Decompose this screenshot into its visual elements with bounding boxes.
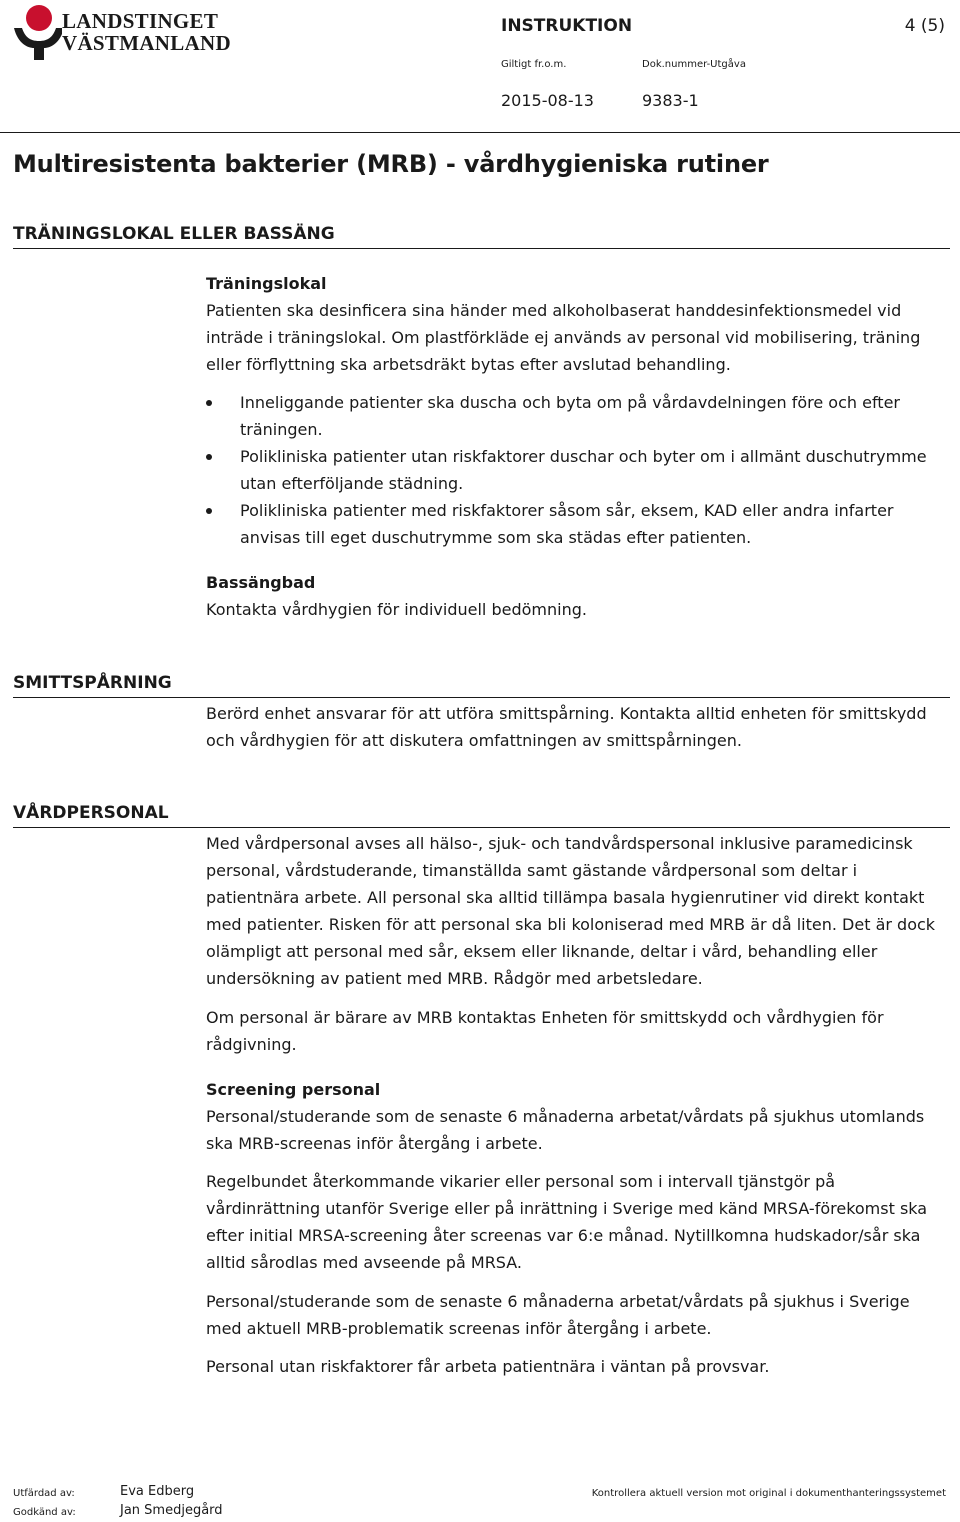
subheading-pool: Bassängbad — [206, 573, 316, 592]
section-divider — [13, 827, 950, 828]
list-item — [206, 389, 946, 443]
subheading-screening: Screening personal — [206, 1080, 381, 1099]
logo-line1: LANDSTINGET — [62, 9, 219, 33]
staff-paragraph-3: Personal/studerande som de senaste 6 månaderna arbetat/vårdats på sjukhus utomlands ska MRB-screenas inför återgång i arbete. — [206, 1107, 925, 1153]
list-item — [206, 443, 946, 497]
bullet-icon — [206, 508, 212, 514]
document-title: Multiresistenta bakterier (MRB) - vårdhygieniska rutiner — [13, 150, 769, 178]
subheading-training-room: Träningslokal — [206, 274, 327, 293]
bullet-icon — [206, 454, 212, 460]
issued-by-label: Utfärdad av: — [13, 1488, 75, 1499]
logo-text — [62, 10, 231, 54]
header-divider — [0, 132, 960, 133]
section-heading-training: TRÄNINGSLOKAL ELLER BASSÄNG — [13, 224, 335, 244]
docnum-label: Dok.nummer-Utgåva — [642, 59, 746, 70]
valid-from-label: Giltigt fr.o.m. — [501, 59, 567, 70]
section-heading-staff: VÅRDPERSONAL — [13, 803, 169, 823]
staff-paragraph-2: Om personal är bärare av MRB kontaktas Enheten för smittskydd och vårdhygien för rådgivning. — [206, 1008, 884, 1054]
section-divider — [13, 248, 950, 249]
staff-paragraph-5: Personal/studerande som de senaste 6 månaderna arbetat/vårdats på sjukhus i Sverige med aktuell MRB-problematik screenas inför återgång i arbete. — [206, 1292, 910, 1338]
docnum-value: 9383-1 — [642, 91, 699, 110]
section-heading-tracing: SMITTSPÅRNING — [13, 673, 172, 693]
tracing-content — [206, 700, 946, 754]
section-divider — [13, 697, 950, 698]
logo-mark-icon — [12, 4, 62, 60]
training-paragraph: Patienten ska desinficera sina händer med alkoholbaserat handdesinfektionsmedel vid inträde i träningslokal. Om plastförkläde ej används av personal vid mobilisering, träning eller förflyttning ska arbetsdräkt bytas efter avslutad behandling. — [206, 301, 921, 374]
list-item — [206, 497, 946, 551]
pool-paragraph: Kontakta vårdhygien för individuell bedömning. — [206, 600, 587, 619]
list-item-text: Polikliniska patienter med riskfaktorer såsom sår, eksem, KAD eller andra infarter anvisas till eget duschutrymme som ska städas efter patienten. — [240, 501, 894, 547]
valid-from-value: 2015-08-13 — [501, 91, 594, 110]
staff-content — [206, 830, 946, 1380]
staff-paragraph-4: Regelbundet återkommande vikarier eller personal som i intervall tjänstgör på vårdinrättning utanför Sverige eller på inrättning i Sverige med känd MRSA-förekomst ska efter initial MRSA-screening åter screenas var 6:e månad. Nytillkomna hudskador/sår ska alltid sårodlas med avseende på MRSA. — [206, 1172, 928, 1272]
document-type: INSTRUKTION — [501, 16, 633, 36]
issued-by-name: Eva Edberg — [120, 1484, 195, 1499]
page-number: 4 (5) — [904, 16, 945, 36]
training-bullet-list — [206, 389, 946, 551]
tracing-paragraph: Berörd enhet ansvarar för att utföra smittspårning. Kontakta alltid enheten för smittskydd och vårdhygien för att diskutera omfattningen av smittspårningen. — [206, 704, 927, 750]
training-content — [206, 270, 946, 623]
logo-line2: VÄSTMANLAND — [62, 31, 231, 55]
logo — [12, 4, 231, 60]
list-item-text: Inneliggande patienter ska duscha och byta om på vårdavdelningen före och efter träningen. — [240, 393, 900, 439]
staff-paragraph-6: Personal utan riskfaktorer får arbeta patientnära i väntan på provsvar. — [206, 1357, 770, 1376]
approved-by-name: Jan Smedjegård — [120, 1503, 223, 1518]
approved-by-label: Godkänd av: — [13, 1507, 76, 1518]
footer-note: Kontrollera aktuell version mot original i dokumenthanteringssystemet — [591, 1488, 946, 1499]
staff-paragraph-1: Med vårdpersonal avses all hälso-, sjuk- och tandvårdspersonal inklusive paramedicinsk personal, vårdstuderande, timanställda samt gästande vårdpersonal som deltar i patientnära arbete. All personal ska alltid tillämpa basala hygienrutiner vid direkt kontakt med patienter. Risken för att personal ska bli koloniserad med MRB är då liten. Det är dock olämpligt att personal med sår, eksem eller liknande, deltar i vård, behandling eller undersökning av patient med MRB. Rådgör med arbetsledare. — [206, 834, 936, 988]
bullet-icon — [206, 400, 212, 406]
list-item-text: Polikliniska patienter utan riskfaktorer duschar och byter om i allmänt duschutrymme utan efterföljande städning. — [240, 447, 927, 493]
